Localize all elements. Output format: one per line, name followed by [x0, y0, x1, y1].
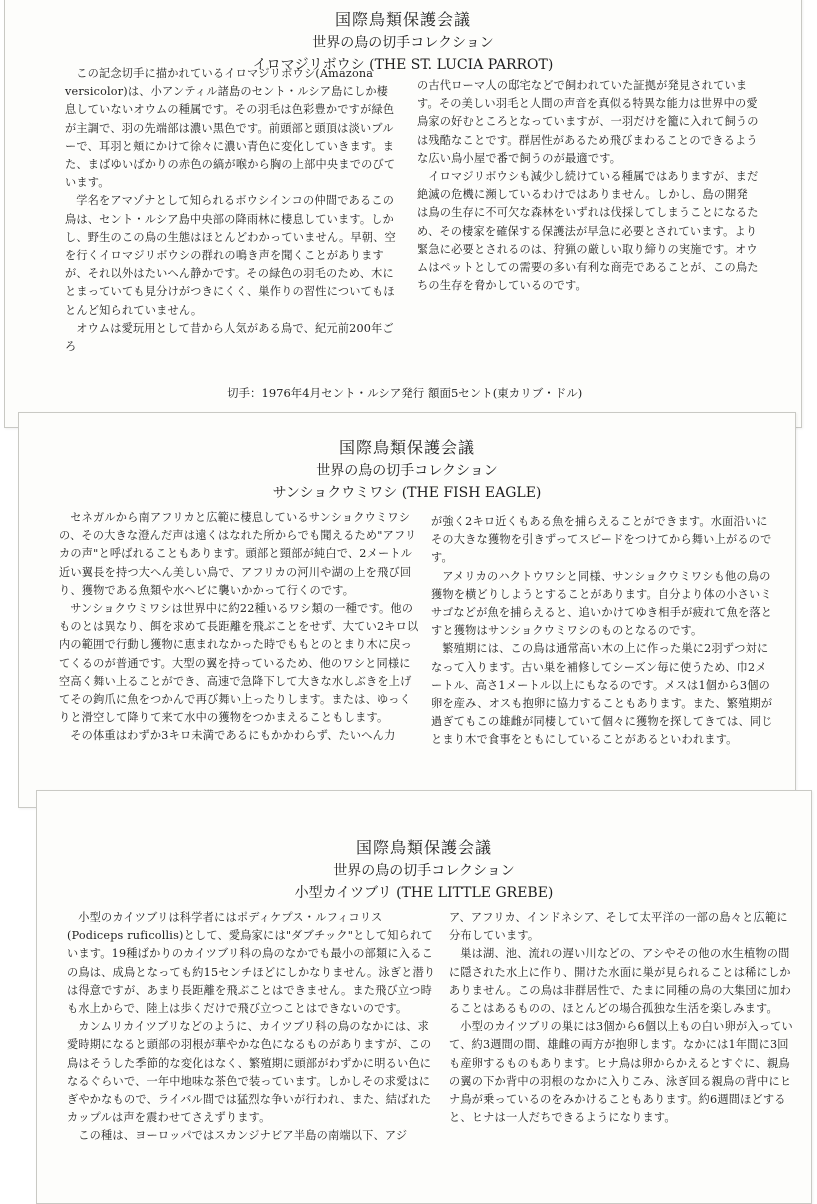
paragraph: イロマジリボウシも減少し続けている種属ではありますが、まだ絶滅の危機に瀕しているわけではありません。しかし、島の開発は鳥の生存に不可欠な森林をいずれは伐採してしまうことになるため、その棲家を確保する保護法が早急に必要とされています。より緊急に必要とされるのは、狩猟の厳しい取り締りの実施です。オウムはペットとしての需要の多い有利な商売であることが、この鳥たちの生存を脅かしているのです。 — [417, 170, 759, 293]
series-title: 世界の鳥の切手コレクション — [333, 863, 515, 879]
organization-title: 国際鳥類保護会議 — [355, 838, 492, 857]
bird-title: イロマジリボウシ (THE ST. LUCIA PARROT) — [252, 57, 554, 73]
bird-title: サンショクウミワシ (THE FISH EAGLE) — [272, 485, 542, 501]
left-column — [67, 909, 437, 1146]
stamp-footer: 切手：1976年4月セント・ルシア発行 額面5セント(東カリブ・ドル) — [227, 386, 583, 400]
left-column — [59, 509, 421, 746]
right-column — [449, 909, 799, 1127]
paragraph: アメリカのハクトウワシと同様、サンショクウミワシも他の鳥の獲物を横どりしようとすることがあります。自分より体の小さいミサゴなどが魚を捕らえると、追いかけてゆき相手が疲れて魚を落とすと獲物はサンショクウミワシのものとなるのです。 — [431, 569, 773, 638]
paragraph: セネガルから南アフリカと広範に棲息しているサンショクウミワシの、その大きな澄んだ声は遠くはなれた所からでも聞えるため"アフリカの声"と呼ばれることもあります。頭部と頸部が純白で、2メートル近い翼長を持つ大へん美しい鳥で、アフリカの河川や湖の上を飛び回り、獲物である魚類や水ヘビに襲いかかって行くのです。 — [59, 511, 417, 597]
stamp-sheet-fish-eagle — [18, 412, 796, 808]
bird-title: 小型カイツブリ (THE LITTLE GREBE) — [294, 885, 554, 901]
paragraph: ア、アフリカ、インドネシア、そして太平洋の一部の島々と広範に分布しています。 — [449, 911, 788, 943]
paragraph: 巣は湖、池、流れの遅い川などの、アシやその他の水生植物の間に隠された水上に作り、開けた水面に巣が見られることは稀にしかありません。この鳥は非群居性で、たまに同種の鳥の大集団に加わることはあるものの、ほとんどの場合孤独な生活を楽しみます。 — [449, 947, 792, 1016]
series-title: 世界の鳥の切手コレクション — [312, 35, 494, 51]
paragraph: 学名をアマゾナとして知られるボウシインコの仲間であるこの鳥は、セント・ルシア島中央部の降雨林に棲息しています。しかし、野生のこの鳥の生態はほとんどわかっていません。早朝、空を行くイロマジリボウシの群れの鳴き声を聞くことがありますが、それ以外はたいへん静かです。その緑色の羽毛のため、木にとまっていても見分けがつきにくく、巣作りの習性についてもほとんど知られていません。 — [65, 194, 396, 317]
stamp-sheet-st-lucia-parrot — [4, 0, 802, 428]
stamp-sheet-little-grebe — [36, 790, 812, 1204]
organization-title: 国際鳥類保護会議 — [334, 10, 471, 29]
paragraph: この記念切手に描かれているイロマジリボウシ(Amazona versicolor)は、小アンティル諸島のセント・ルシア島にしか棲息していないオウムの種属です。その羽毛は色彩豊かですが緑色が主調で、羽の先端部は濃い黒色です。前頭部と頭頂は淡いブルーで、耳羽と頬にかけて徐々に濃い青色に変化していきます。また、まばゆいばかりの赤色の縞が喉から胸の上部中央までのびています。 — [65, 67, 396, 190]
paragraph: 小型のカイツブリは科学者にはポディケプス・ルフィコリス(Podiceps ruficollis)として、愛鳥家には"ダブチック"として知られています。19種ばかりのカイツブリ科の鳥のなかでも最小の部類に入るこの鳥は、成鳥となっても約15センチほどにしかなりません。泳ぎと潜りは得意ですが、あまり長距離を飛ぶことはできません。また飛び立つ時も水上からで、陸上は歩くだけで飛び立つことはできないのです。 — [67, 911, 436, 1016]
left-column — [65, 65, 399, 356]
paragraph: 小型のカイツブリの巣には3個から6個以上もの白い卵が入っていて、約3週間の間、雄雌の両方が抱卵します。なかには1年間に3回も産卵するものもあります。ヒナ鳥は卵からかえるとすぐに、親鳥の翼の下か背中の羽根のなかに入りこみ、泳ぎ回る親鳥の背中にヒナ鳥が乗っているのをみかけることもあります。約6週間ほどすると、ヒナは一人だちできるようになります。 — [449, 1020, 793, 1125]
organization-title: 国際鳥類保護会議 — [338, 438, 475, 457]
right-column — [431, 513, 777, 750]
sheet-header — [19, 435, 795, 502]
paragraph: が強く2キロ近くもある魚を捕らえることができます。水面沿いにその大きな獲物を引きずってスピードをつけてから舞い上がるのです。 — [431, 515, 772, 565]
paragraph: この種は、ヨーロッパではスカンジナビア半島の南端以下、アジ — [78, 1129, 408, 1143]
paragraph: サンショクウミワシは世界中に約22種いるワシ類の一種です。他のものとは異なり、餌を求めて長距離を飛ぶことをせず、大てい2キロ以内の範囲で行動し獲物に恵まれなかった時でももとのとまり木に戻ってくるのが普通です。大型の翼を持っているため、他のワシと同様に空高く舞い上ることができ、高速で急降下して大きな水しぶきを上げてその鉤爪に魚をつかんで再び舞い上ったりします。または、ゆっくりと滑空して降りて来て水中の獲物をつかまえることもします。 — [59, 602, 419, 725]
paragraph: オウムは愛玩用として昔から人気がある鳥で、紀元前200年ごろ — [65, 321, 394, 354]
paragraph: カンムリカイツブリなどのように、カイツブリ科の鳥のなかには、求愛時期になると頭部の羽根が華やかな色になるものがありますが、この鳥はそうした季節的な変化はなく、繁殖期に頭部がわずかに明るい色になるぐらいで、一年中地味な茶色で装っています。しかしその求愛はにぎやかなもので、ライバル間では猛烈な争いが行われ、また、結ばれたカップルは声を震わせてさえずります。 — [67, 1020, 432, 1125]
paragraph: の古代ローマ人の邸宅などで飼われていた証拠が発見されています。その美しい羽毛と人間の声音を真似る特異な能力は世界中の愛鳥家の好むところとなっていますが、一羽だけを籠に入れて飼うのは残酷なことです。群居性があるため飛びまわることのできるような広い鳥小屋で番で飼うのが最適です。 — [417, 79, 759, 165]
sheet-header — [37, 835, 811, 902]
series-title: 世界の鳥の切手コレクション — [316, 463, 498, 479]
paragraph: 繁殖期には、この鳥は通常高い木の上に作った巣に2羽ずつ対になって入ります。古い巣を補修してシーズン毎に使うため、巾2メートル、高さ1メートル以上にもなるのです。メスは1個から3個の卵を産み、オスも抱卵に協力することもあります。また、繁殖期が過ぎてもこの雄雌が同棲していて個々に獲物を探してきては、同じとまり木で食事をともにしていることがあるといわれます。 — [431, 642, 773, 747]
right-column — [417, 77, 759, 295]
sheet-header — [5, 7, 801, 74]
paragraph: その体重はわずか3キロ未満であるにもかかわらず、たいへん力 — [70, 729, 396, 743]
